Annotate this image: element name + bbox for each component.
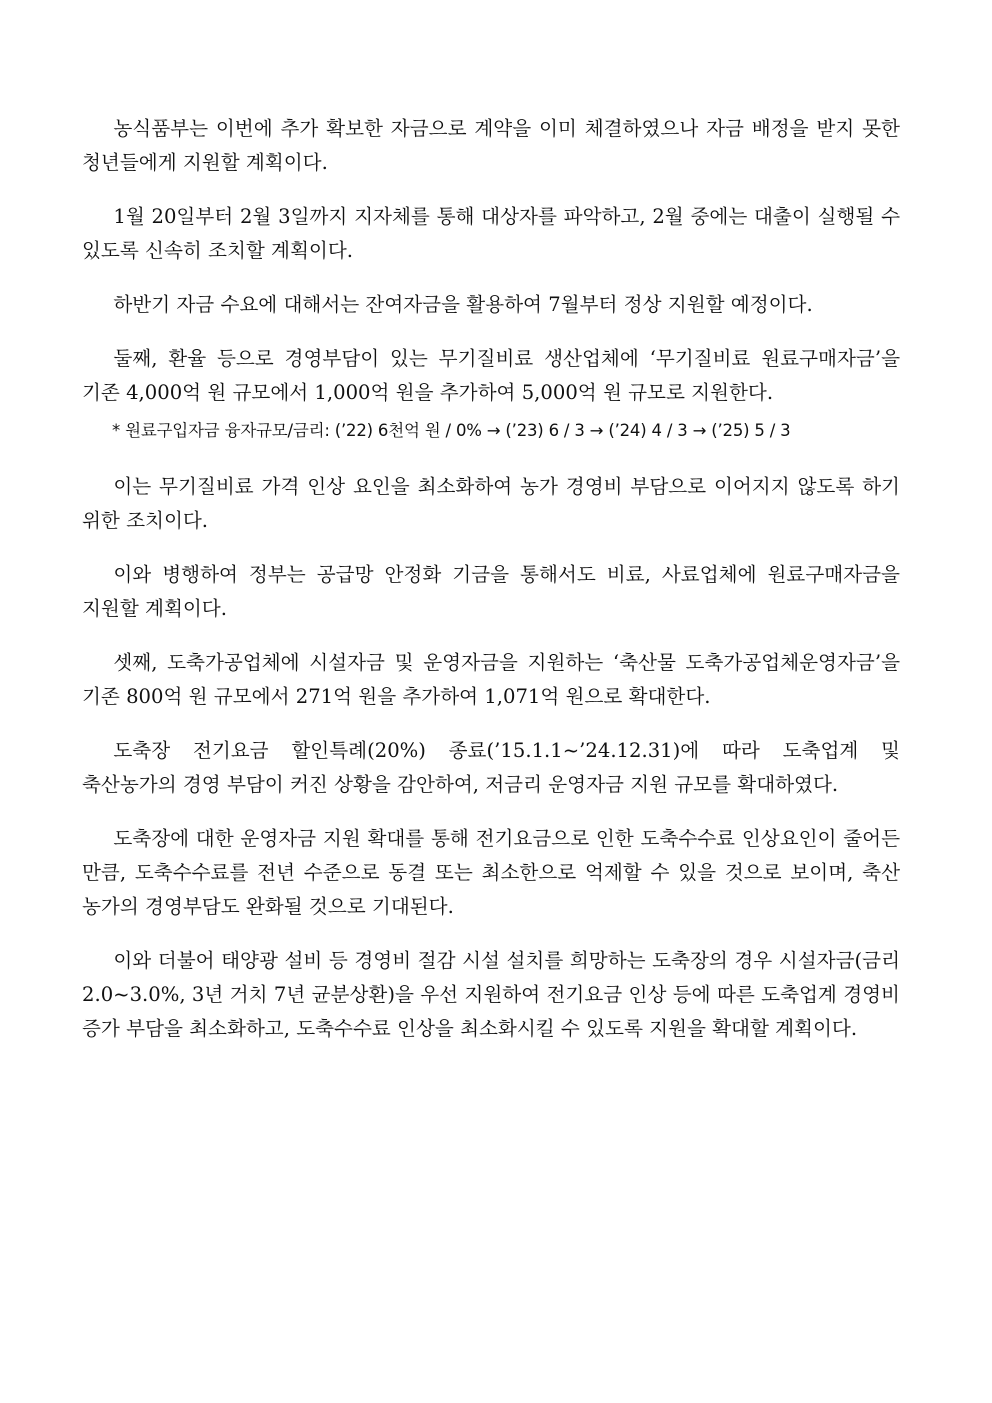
paragraph-fertilizer-purpose: 이는 무기질비료 가격 인상 요인을 최소화하여 농가 경영비 부담으로 이어지지 않도록 하기 위한 조치이다.	[82, 475, 900, 532]
footnote-fertilizer-rates: * 원료구입자금 융자규모/금리: (’22) 6천억 원 / 0% → (’23) 6 / 3 → (’24) 4 / 3 → (’25) 5 / 3	[112, 421, 791, 440]
paragraph-second-half: 하반기 자금 수요에 대해서는 잔여자금을 활용하여 7월부터 정상 지원할 예정이다.	[113, 293, 813, 316]
paragraph-schedule: 1월 20일부터 2월 3일까지 지자체를 통해 대상자를 파악하고, 2월 중에는 대출이 실행될 수 있도록 신속히 조치할 계획이다.	[82, 205, 900, 262]
paragraph-fee-freeze: 도축장에 대한 운영자금 지원 확대를 통해 전기요금으로 인한 도축수수료 인상요인이 줄어든 만큼, 도축수수료를 전년 수준으로 동결 또는 최소한으로 억제할 수 있을 것으로 보이며, 축산 농가의 경영부담도 완화될 것으로 기대된다.	[82, 827, 900, 918]
paragraph-electricity-discount: 도축장 전기요금 할인특례(20%) 종료(’15.1.1~’24.12.31)에 따라 도축업계 및 축산농가의 경영 부담이 커진 상황을 감안하여, 저금리 운영자금 지원 규모를 확대하였다.	[82, 739, 900, 796]
document-body	[82, 112, 900, 1066]
paragraph-solar-facility: 이와 더불어 태양광 설비 등 경영비 절감 시설 설치를 희망하는 도축장의 경우 시설자금(금리 2.0~3.0%, 3년 거치 7년 균분상환)을 우선 지원하여 전기요금 인상 등에 따른 도축업계 경영비 증가 부담을 최소화하고, 도축수수료 인상을 최소화시킬 수 있도록 지원을 확대할 계획이다.	[82, 949, 900, 1040]
paragraph-fertilizer-fund: 둘째, 환율 등으로 경영부담이 있는 무기질비료 생산업체에 ‘무기질비료 원료구매자금’을 기존 4,000억 원 규모에서 1,000억 원을 추가하여 5,000억 원 규모로 지원한다.	[82, 347, 900, 404]
paragraph-supply-chain-fund: 이와 병행하여 정부는 공급망 안정화 기금을 통해서도 비료, 사료업체에 원료구매자금을 지원할 계획이다.	[82, 563, 900, 620]
paragraph-slaughter-fund: 셋째, 도축가공업체에 시설자금 및 운영자금을 지원하는 ‘축산물 도축가공업체운영자금’을 기존 800억 원 규모에서 271억 원을 추가하여 1,071억 원으로 확대한다.	[82, 651, 900, 708]
paragraph-youth-loan-plan: 농식품부는 이번에 추가 확보한 자금으로 계약을 이미 체결하였으나 자금 배정을 받지 못한 청년들에게 지원할 계획이다.	[82, 117, 900, 174]
